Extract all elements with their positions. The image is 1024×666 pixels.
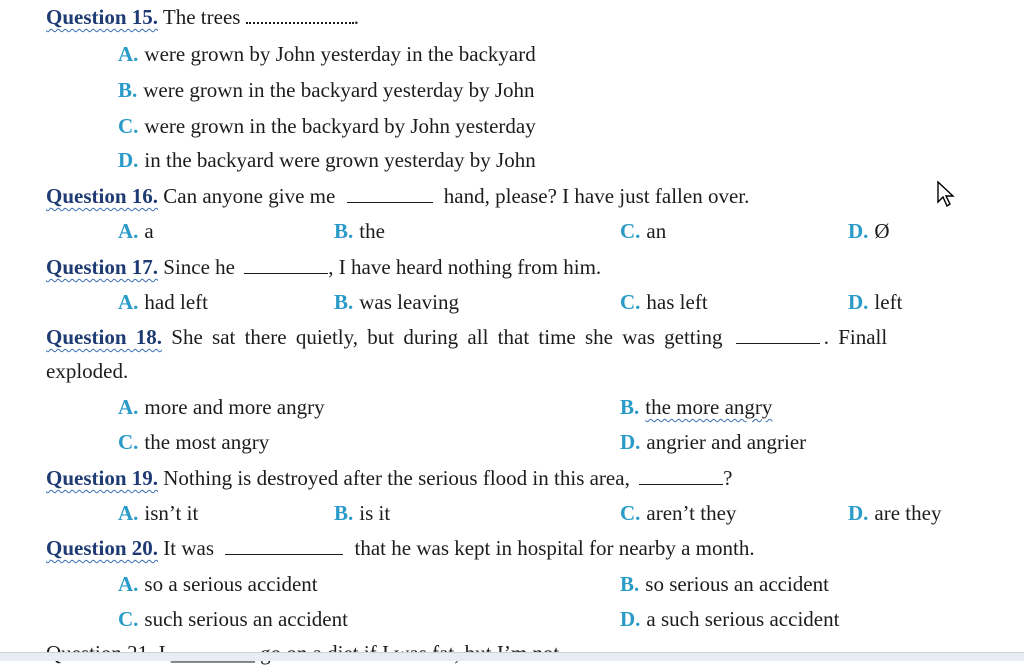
option-d[interactable]	[620, 430, 806, 455]
question-20	[46, 536, 755, 561]
question-19	[46, 466, 732, 491]
option-b[interactable]	[334, 501, 390, 526]
option-text: were grown in the backyard yesterday by John	[143, 78, 535, 102]
option-d[interactable]	[848, 290, 902, 315]
answer-blank	[225, 538, 343, 555]
option-letter: D.	[620, 430, 641, 454]
option-b[interactable]	[620, 572, 829, 597]
option-c[interactable]	[118, 430, 269, 455]
option-a[interactable]	[118, 395, 325, 420]
option-text: is it	[359, 501, 391, 525]
option-a[interactable]	[118, 572, 318, 597]
option-text: left	[874, 290, 903, 314]
option-letter: B.	[334, 290, 354, 314]
option-a[interactable]	[118, 219, 154, 244]
option-letter: C.	[118, 114, 139, 138]
option-a[interactable]	[118, 501, 198, 526]
option-a[interactable]	[118, 42, 536, 67]
option-letter: C.	[620, 290, 641, 314]
option-d[interactable]	[118, 148, 536, 173]
mouse-cursor-icon	[936, 180, 956, 208]
option-letter: D.	[848, 501, 869, 525]
question-18	[46, 325, 887, 350]
option-text: so serious an accident	[645, 572, 829, 596]
option-text: such serious an accident	[144, 607, 348, 631]
option-text: are they	[874, 501, 942, 525]
question-text: The trees	[162, 5, 241, 29]
option-b[interactable]	[334, 290, 459, 315]
option-d[interactable]	[848, 219, 890, 244]
option-text: were grown by John yesterday in the backyard	[144, 42, 536, 66]
answer-blank	[244, 257, 328, 274]
option-letter: B.	[334, 501, 354, 525]
question-label: Question 16.	[46, 184, 159, 208]
option-letter: A.	[118, 290, 139, 314]
question-15	[46, 5, 359, 30]
option-d[interactable]	[848, 501, 941, 526]
question-label: Question 15.	[46, 5, 159, 29]
question-18-line2: exploded.	[46, 359, 129, 383]
question-text-end: . Finall	[823, 325, 888, 349]
question-text: It was	[163, 536, 215, 560]
option-letter: D.	[848, 219, 869, 243]
option-text: a such serious accident	[646, 607, 840, 631]
option-text: angrier and angrier	[646, 430, 807, 454]
option-letter: A.	[118, 219, 139, 243]
option-text: the most angry	[144, 430, 270, 454]
option-letter: A.	[118, 501, 139, 525]
option-text: were grown in the backyard by John yesterday	[144, 114, 536, 138]
question-text: She sat there quietly, but during all that time she was getting	[171, 325, 723, 349]
option-text: the more angry	[645, 395, 773, 419]
option-a[interactable]	[118, 290, 208, 315]
question-label: Question 18.	[46, 325, 163, 349]
question-label: Question 20.	[46, 536, 159, 560]
option-text: aren’t they	[646, 501, 737, 525]
option-text: in the backyard were grown yesterday by John	[144, 148, 536, 172]
option-text: more and more angry	[144, 395, 325, 419]
option-text: isn’t it	[144, 501, 199, 525]
option-text: a	[144, 219, 154, 243]
option-letter: B.	[118, 78, 138, 102]
option-letter: C.	[620, 501, 641, 525]
option-b[interactable]	[334, 219, 385, 244]
question-text-end: hand, please? I have just fallen over.	[443, 184, 750, 208]
question-text: Can anyone give me	[163, 184, 336, 208]
question-16	[46, 184, 749, 209]
option-c[interactable]	[620, 219, 666, 244]
option-letter: A.	[118, 42, 139, 66]
option-text: was leaving	[359, 290, 459, 314]
question-label: Question 17.	[46, 255, 159, 279]
question-text: Since he	[163, 255, 235, 279]
option-letter: C.	[118, 430, 139, 454]
option-c[interactable]	[620, 501, 736, 526]
option-text: Ø	[874, 219, 890, 243]
option-letter: C.	[118, 607, 139, 631]
question-text-end: ?	[723, 466, 733, 490]
option-text: the	[359, 219, 385, 243]
answer-blank	[736, 327, 820, 344]
option-c[interactable]	[620, 290, 708, 315]
option-letter: D.	[620, 607, 641, 631]
option-text: so a serious accident	[144, 572, 318, 596]
option-b[interactable]	[620, 395, 772, 420]
question-text-end: , I have heard nothing from him.	[328, 255, 602, 279]
question-text: Nothing is destroyed after the serious flood in this area,	[163, 466, 630, 490]
option-text: has left	[646, 290, 708, 314]
question-text-end: .	[353, 5, 359, 29]
option-text: an	[646, 219, 667, 243]
option-letter: C.	[620, 219, 641, 243]
option-letter: A.	[118, 572, 139, 596]
option-letter: B.	[620, 572, 640, 596]
option-letter: A.	[118, 395, 139, 419]
option-letter: D.	[118, 148, 139, 172]
option-letter: B.	[334, 219, 354, 243]
question-label: Question 19.	[46, 466, 159, 490]
option-b[interactable]	[118, 78, 535, 103]
answer-blank	[639, 468, 723, 485]
answer-blank	[246, 8, 354, 24]
option-text: had left	[144, 290, 208, 314]
option-letter: B.	[620, 395, 640, 419]
option-c[interactable]	[118, 114, 536, 139]
option-letter: D.	[848, 290, 869, 314]
option-d[interactable]	[620, 607, 839, 632]
option-c[interactable]	[118, 607, 348, 632]
question-17	[46, 255, 601, 280]
answer-blank	[347, 186, 433, 203]
question-text-end: that he was kept in hospital for nearby a month.	[354, 536, 755, 560]
